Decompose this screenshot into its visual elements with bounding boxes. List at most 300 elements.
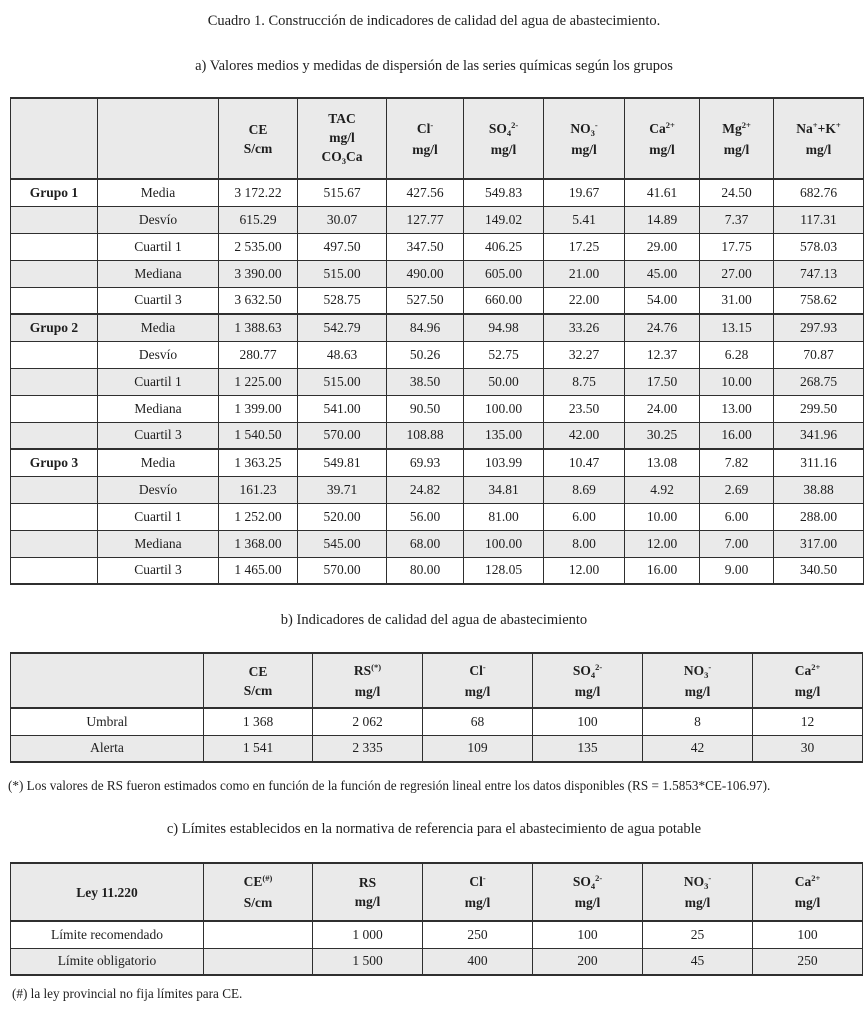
cell-ce: 615.29	[219, 206, 298, 233]
table-row	[11, 233, 864, 260]
header-text: Cl	[469, 662, 483, 678]
cell-no3: 42.00	[544, 422, 625, 449]
header-line	[207, 872, 309, 893]
column-header-no3	[544, 98, 625, 179]
cell-tac: 570.00	[298, 422, 387, 449]
header-text: mg/l	[354, 894, 381, 909]
cell-ce	[204, 921, 313, 948]
cell-so4: 100.00	[464, 395, 544, 422]
cell-nak: 340.50	[774, 557, 864, 584]
column-header-mg	[700, 98, 774, 179]
cell-nak: 317.00	[774, 530, 864, 557]
header-line	[316, 682, 419, 701]
cell-tac: 520.00	[298, 503, 387, 530]
cell-ce: 1 465.00	[219, 557, 298, 584]
cell-no3: 33.26	[544, 314, 625, 341]
cell-no3: 12.00	[544, 557, 625, 584]
header-line	[536, 682, 639, 701]
cell-tac: 542.79	[298, 314, 387, 341]
table-row	[11, 260, 864, 287]
header-line	[646, 661, 749, 682]
cell-ce: 3 172.22	[219, 179, 298, 206]
header-text: -	[708, 661, 712, 672]
header-line	[547, 140, 621, 159]
table-row	[11, 341, 864, 368]
cell-cl: 109	[423, 735, 533, 762]
cell-ca: 30	[753, 735, 863, 762]
header-line	[14, 883, 200, 902]
cell-group	[11, 287, 98, 314]
cell-cl: 84.96	[387, 314, 464, 341]
column-header-nak	[774, 98, 864, 179]
cell-group	[11, 530, 98, 557]
cell-statistic: Cuartil 3	[98, 422, 219, 449]
cell-tac: 549.81	[298, 449, 387, 476]
header-text: mg/l	[490, 141, 517, 157]
cell-so4: 81.00	[464, 503, 544, 530]
header-text: mg/l	[649, 141, 675, 157]
header-line	[207, 662, 309, 681]
cell-statistic: Cuartil 1	[98, 233, 219, 260]
cell-group: Grupo 1	[11, 179, 98, 206]
cell-ca: 100	[753, 921, 863, 948]
header-text: mg/l	[805, 141, 832, 157]
table-row	[11, 368, 864, 395]
cell-ce	[204, 948, 313, 975]
cell-mg: 6.00	[700, 503, 774, 530]
cell-statistic: Cuartil 3	[98, 557, 219, 584]
header-line	[536, 661, 639, 682]
cell-group	[11, 206, 98, 233]
header-text: 4	[506, 127, 512, 138]
cell-nak: 268.75	[774, 368, 864, 395]
cell-nak: 299.50	[774, 395, 864, 422]
cell-cl: 527.50	[387, 287, 464, 314]
header-text: (#)	[262, 873, 273, 883]
header-text: CE	[248, 663, 268, 679]
group-statistics-table	[10, 97, 864, 585]
header-line	[316, 892, 419, 911]
cell-so4: 149.02	[464, 206, 544, 233]
cell-nak: 297.93	[774, 314, 864, 341]
header-line	[390, 119, 460, 140]
header-text: mg/l	[464, 895, 491, 910]
cell-mg: 10.00	[700, 368, 774, 395]
table-row	[11, 503, 864, 530]
cell-so4: 100	[533, 708, 643, 735]
cell-no3: 23.50	[544, 395, 625, 422]
table-row	[11, 921, 863, 948]
cell-group	[11, 233, 98, 260]
cell-so4: 660.00	[464, 287, 544, 314]
header-line	[426, 682, 529, 701]
cell-so4: 128.05	[464, 557, 544, 584]
cell-nak: 117.31	[774, 206, 864, 233]
header-text: mg/l	[464, 683, 491, 699]
column-header-so4	[533, 863, 643, 921]
header-line	[536, 872, 639, 893]
cell-so4: 100	[533, 921, 643, 948]
header-text: (*)	[371, 661, 382, 672]
column-header-statistic	[98, 98, 219, 179]
header-line	[316, 661, 419, 682]
cell-group	[11, 422, 98, 449]
header-text: 3	[704, 669, 709, 680]
header-line	[390, 140, 460, 159]
legal-limits-table	[10, 862, 863, 976]
cell-nak: 758.62	[774, 287, 864, 314]
cell-statistic: Media	[98, 449, 219, 476]
column-header-ca	[753, 653, 863, 708]
header-line	[628, 140, 696, 159]
footnote-ce: (#) la ley provincial no fija límites para CE.	[12, 986, 243, 1001]
cell-no3: 8	[643, 708, 753, 735]
cell-ca: 4.92	[625, 476, 700, 503]
cell-mg: 9.00	[700, 557, 774, 584]
cell-so4: 605.00	[464, 260, 544, 287]
column-header-cl	[423, 863, 533, 921]
header-line	[777, 140, 860, 159]
header-line	[426, 893, 529, 912]
cell-rs: 1 500	[313, 948, 423, 975]
cell-rs: 1 000	[313, 921, 423, 948]
cell-ce: 1 399.00	[219, 395, 298, 422]
cell-ce: 1 541	[204, 735, 313, 762]
cell-label: Umbral	[11, 708, 204, 735]
cell-statistic: Desvío	[98, 341, 219, 368]
header-text: NO	[570, 120, 591, 136]
header-text: mg/l	[574, 683, 601, 699]
cell-ce: 3 632.50	[219, 287, 298, 314]
table-b-container	[10, 652, 863, 763]
header-text: +	[835, 119, 841, 130]
cell-group	[11, 395, 98, 422]
cell-group	[11, 368, 98, 395]
cell-group	[11, 476, 98, 503]
header-text: Ley 11.220	[76, 884, 138, 900]
header-text: Cl	[469, 874, 483, 889]
cell-no3: 6.00	[544, 503, 625, 530]
table-row	[11, 422, 864, 449]
column-header-tac	[298, 98, 387, 179]
header-line	[467, 119, 540, 140]
table-row	[11, 530, 864, 557]
cell-so4: 135	[533, 735, 643, 762]
header-text: mg/l	[723, 141, 750, 157]
cell-tac: 39.71	[298, 476, 387, 503]
column-header-cl	[387, 98, 464, 179]
column-header-label	[11, 653, 204, 708]
header-text: S/cm	[243, 895, 273, 910]
cell-mg: 17.75	[700, 233, 774, 260]
header-line	[301, 147, 383, 168]
cell-no3: 5.41	[544, 206, 625, 233]
header-text: 3	[590, 127, 595, 138]
cell-nak: 747.13	[774, 260, 864, 287]
cell-statistic: Media	[98, 179, 219, 206]
cell-group: Grupo 2	[11, 314, 98, 341]
cell-mg: 24.50	[700, 179, 774, 206]
table-row	[11, 735, 863, 762]
cell-ce: 1 225.00	[219, 368, 298, 395]
cell-cl: 490.00	[387, 260, 464, 287]
header-text: CE	[243, 874, 263, 889]
cell-mg: 2.69	[700, 476, 774, 503]
cell-cl: 108.88	[387, 422, 464, 449]
cell-mg: 7.00	[700, 530, 774, 557]
cell-so4: 100.00	[464, 530, 544, 557]
cell-tac: 515.00	[298, 260, 387, 287]
header-text: Cl	[416, 120, 431, 136]
header-text: 2+	[665, 119, 675, 130]
cell-ca: 12	[753, 708, 863, 735]
cell-mg: 27.00	[700, 260, 774, 287]
cell-ca: 16.00	[625, 557, 700, 584]
cell-label: Alerta	[11, 735, 204, 762]
section-c-title: c) Límites establecidos en la normativa de referencia para el abastecimiento de agua potable	[166, 821, 702, 837]
header-text: S/cm	[243, 682, 273, 698]
cell-no3: 25	[643, 921, 753, 948]
cell-so4: 103.99	[464, 449, 544, 476]
cell-statistic: Cuartil 3	[98, 287, 219, 314]
cell-ce: 1 252.00	[219, 503, 298, 530]
column-header-cl	[423, 653, 533, 708]
cell-ca: 14.89	[625, 206, 700, 233]
header-text: Ca	[794, 662, 812, 678]
cell-tac: 515.67	[298, 179, 387, 206]
header-row	[11, 653, 863, 708]
header-text: -	[430, 119, 434, 130]
header-line	[222, 139, 294, 158]
cell-tac: 528.75	[298, 287, 387, 314]
header-text: mg/l	[684, 895, 711, 910]
cell-no3: 45	[643, 948, 753, 975]
header-line	[646, 682, 749, 701]
column-header-ce	[219, 98, 298, 179]
cell-ce: 1 363.25	[219, 449, 298, 476]
cell-tac: 48.63	[298, 341, 387, 368]
header-line	[646, 872, 749, 893]
table-row	[11, 179, 864, 206]
header-line	[703, 140, 770, 159]
header-line	[316, 873, 419, 892]
header-line	[756, 682, 859, 701]
cell-so4: 34.81	[464, 476, 544, 503]
cell-mg: 13.15	[700, 314, 774, 341]
header-text: NO	[683, 874, 705, 889]
cell-tac: 541.00	[298, 395, 387, 422]
cell-mg: 6.28	[700, 341, 774, 368]
cell-statistic: Cuartil 1	[98, 368, 219, 395]
cell-ce: 280.77	[219, 341, 298, 368]
header-text: SO	[572, 662, 591, 678]
cell-so4: 200	[533, 948, 643, 975]
cell-so4: 52.75	[464, 341, 544, 368]
header-text: 2+	[811, 661, 821, 672]
column-header-ce	[204, 653, 313, 708]
table-row	[11, 395, 864, 422]
cell-statistic: Mediana	[98, 530, 219, 557]
cell-nak: 341.96	[774, 422, 864, 449]
cell-cl: 427.56	[387, 179, 464, 206]
cell-ce: 3 390.00	[219, 260, 298, 287]
header-text: Ca	[649, 120, 666, 136]
column-header-ce	[204, 863, 313, 921]
header-text: +	[812, 119, 818, 130]
table-row	[11, 314, 864, 341]
header-row	[11, 98, 864, 179]
cell-tac: 570.00	[298, 557, 387, 584]
quality-indicators-table	[10, 652, 863, 763]
cell-no3: 8.69	[544, 476, 625, 503]
cell-cl: 127.77	[387, 206, 464, 233]
header-text: 2+	[811, 873, 821, 883]
cell-ce: 1 368	[204, 708, 313, 735]
cell-cl: 50.26	[387, 341, 464, 368]
header-line	[628, 119, 696, 140]
header-text: 2-	[511, 119, 519, 130]
header-line	[222, 120, 294, 139]
cell-ca: 45.00	[625, 260, 700, 287]
cell-so4: 549.83	[464, 179, 544, 206]
cell-law: Límite obligatorio	[11, 948, 204, 975]
header-line	[756, 661, 859, 682]
column-header-no3	[643, 863, 753, 921]
header-text: RS	[358, 875, 377, 890]
cell-cl: 90.50	[387, 395, 464, 422]
header-text: -	[708, 873, 712, 883]
table-row	[11, 557, 864, 584]
column-header-so4	[533, 653, 643, 708]
header-text: Ca	[794, 874, 812, 889]
table-row	[11, 948, 863, 975]
cell-mg: 7.37	[700, 206, 774, 233]
cell-mg: 13.00	[700, 395, 774, 422]
cell-no3: 8.75	[544, 368, 625, 395]
cell-so4: 406.25	[464, 233, 544, 260]
header-text: SO	[572, 874, 591, 889]
header-text: mg/l	[329, 130, 355, 145]
cell-statistic: Media	[98, 314, 219, 341]
header-text: mg/l	[412, 141, 438, 157]
header-text: 4	[590, 669, 596, 680]
cell-ca: 13.08	[625, 449, 700, 476]
header-text: mg/l	[574, 895, 601, 910]
cell-no3: 22.00	[544, 287, 625, 314]
header-text: mg/l	[794, 895, 821, 910]
table-row	[11, 287, 864, 314]
table-a-container	[10, 97, 864, 585]
footnote-rs: (*) Los valores de RS fueron estimados como en función de la función de regresión lineal entre los datos disponibles (RS = 1.5853*CE-106.97).	[8, 778, 771, 793]
cell-ce: 161.23	[219, 476, 298, 503]
cell-tac: 545.00	[298, 530, 387, 557]
cell-cl: 56.00	[387, 503, 464, 530]
header-text: RS	[353, 662, 372, 678]
cell-group	[11, 503, 98, 530]
cell-no3: 42	[643, 735, 753, 762]
table-row	[11, 449, 864, 476]
header-text: 4	[590, 881, 596, 891]
cell-ca: 10.00	[625, 503, 700, 530]
table-row	[11, 708, 863, 735]
document-title: Cuadro 1. Construcción de indicadores de calidad del agua de abastecimiento.	[207, 13, 661, 29]
cell-mg: 7.82	[700, 449, 774, 476]
cell-nak: 70.87	[774, 341, 864, 368]
header-text: 2-	[595, 873, 603, 883]
header-text: SO	[488, 120, 507, 136]
cell-statistic: Mediana	[98, 395, 219, 422]
cell-cl: 80.00	[387, 557, 464, 584]
cell-cl: 347.50	[387, 233, 464, 260]
header-text: Mg	[722, 120, 742, 136]
header-line	[426, 661, 529, 682]
header-text: 3	[704, 881, 709, 891]
header-line	[207, 893, 309, 912]
cell-no3: 17.25	[544, 233, 625, 260]
header-text: mg/l	[794, 683, 821, 699]
header-text: CO	[321, 149, 342, 164]
cell-nak: 38.88	[774, 476, 864, 503]
cell-no3: 32.27	[544, 341, 625, 368]
cell-group	[11, 260, 98, 287]
header-line	[703, 119, 770, 140]
header-text: Ca	[346, 149, 363, 164]
header-text: mg/l	[684, 683, 711, 699]
cell-nak: 288.00	[774, 503, 864, 530]
cell-ca: 12.37	[625, 341, 700, 368]
cell-ca: 12.00	[625, 530, 700, 557]
header-text: NO	[683, 662, 705, 678]
cell-cl: 400	[423, 948, 533, 975]
column-header-group	[11, 98, 98, 179]
header-text: -	[482, 661, 486, 672]
cell-tac: 515.00	[298, 368, 387, 395]
cell-tac: 30.07	[298, 206, 387, 233]
cell-cl: 250	[423, 921, 533, 948]
cell-ca: 30.25	[625, 422, 700, 449]
cell-ca: 250	[753, 948, 863, 975]
cell-cl: 38.50	[387, 368, 464, 395]
header-line	[426, 872, 529, 893]
cell-ca: 24.76	[625, 314, 700, 341]
cell-group: Grupo 3	[11, 449, 98, 476]
cell-statistic: Desvío	[98, 476, 219, 503]
header-text: -	[482, 873, 486, 883]
column-header-rs	[313, 653, 423, 708]
header-row	[11, 863, 863, 921]
column-header-ca	[753, 863, 863, 921]
cell-so4: 135.00	[464, 422, 544, 449]
cell-no3: 19.67	[544, 179, 625, 206]
header-line	[777, 119, 860, 140]
cell-ca: 41.61	[625, 179, 700, 206]
cell-tac: 497.50	[298, 233, 387, 260]
table-row	[11, 206, 864, 233]
header-line	[467, 140, 540, 159]
header-line	[756, 872, 859, 893]
cell-statistic: Cuartil 1	[98, 503, 219, 530]
table-c-container	[10, 862, 863, 976]
cell-no3: 8.00	[544, 530, 625, 557]
header-text: S/cm	[243, 140, 273, 156]
column-header-law	[11, 863, 204, 921]
header-text: 3	[341, 156, 346, 166]
header-text: -	[594, 119, 598, 130]
cell-so4: 94.98	[464, 314, 544, 341]
cell-group	[11, 341, 98, 368]
header-line	[301, 128, 383, 147]
cell-rs: 2 062	[313, 708, 423, 735]
